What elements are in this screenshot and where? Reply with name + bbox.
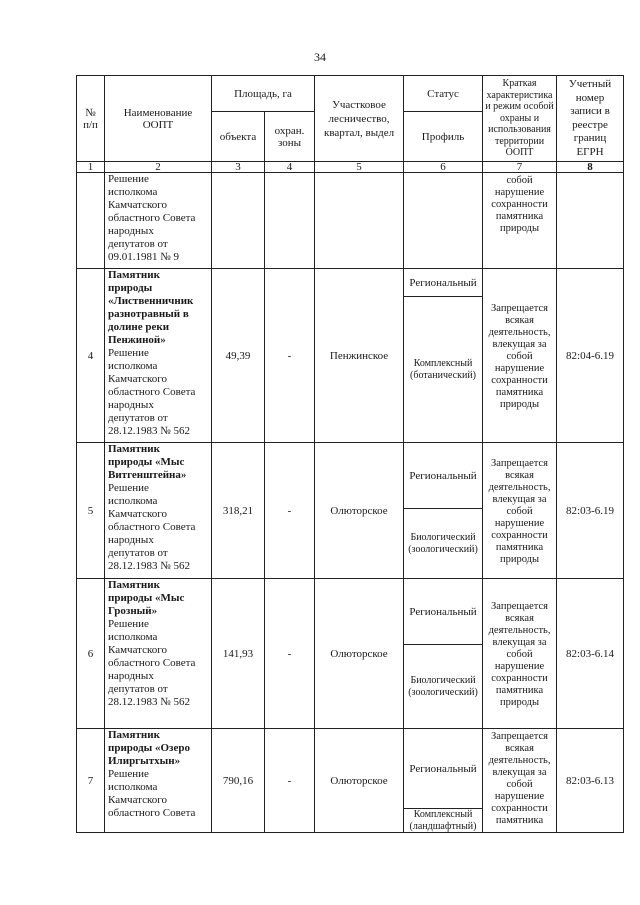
- row-number: 5: [77, 443, 105, 579]
- decision-text: Решение исполкома Камчатского областного Совета народных депутатов от 28.12.1983 № 562: [108, 482, 196, 572]
- record-number: 82:03-6.19: [557, 443, 624, 579]
- forestry: Пенжинское: [315, 269, 404, 443]
- header-area-object: объекта: [212, 112, 265, 162]
- area-zone: -: [265, 729, 315, 833]
- column-index-row: [77, 162, 624, 173]
- col-index: 8: [557, 162, 624, 173]
- col-index: 7: [483, 162, 557, 173]
- header-record: Учетный номер записи в реестре границ ЕГРН: [557, 76, 624, 162]
- description-text: Запрещается всякая деятельность, влекущая за собой нарушение сохранности памятника природы: [483, 443, 557, 579]
- col-index: 3: [212, 162, 265, 173]
- forestry: Олюторское: [315, 579, 404, 729]
- oopt-name: [105, 579, 212, 729]
- description-text: Запрещается всякая деятельность, влекущая за собой нарушение сохранности памятника природы: [483, 579, 557, 729]
- oopt-name: [105, 443, 212, 579]
- description-text: Запрещается всякая деятельность, влекущая за собой нарушение сохранности памятника природы: [483, 269, 557, 443]
- header-characteristic: Краткая характеристика и режим особой охраны и использования территории ООПТ: [483, 76, 557, 162]
- table-row: [77, 269, 624, 297]
- table-row: [77, 729, 624, 809]
- oopt-name: [105, 729, 212, 833]
- table-row: [77, 579, 624, 645]
- header-name: Наименование ООПТ: [105, 76, 212, 162]
- profile: Биологический (зоологический): [404, 645, 483, 729]
- table-row: [77, 443, 624, 509]
- area-object: 790,16: [212, 729, 265, 833]
- col-index: 5: [315, 162, 404, 173]
- status: Региональный: [404, 579, 483, 645]
- profile: Биологический (зоологический): [404, 509, 483, 579]
- area-object: 318,21: [212, 443, 265, 579]
- area-zone: -: [265, 443, 315, 579]
- row-number: 6: [77, 579, 105, 729]
- record-number: 82:04-6.19: [557, 269, 624, 443]
- profile: Комплексный (ландшафтный): [404, 809, 483, 833]
- area-zone: -: [265, 579, 315, 729]
- col-index: 6: [404, 162, 483, 173]
- oopt-title: Памятник природы «Мыс Витгенштейна»: [108, 443, 187, 481]
- header-no: № п/п: [77, 76, 105, 162]
- area-object: 49,39: [212, 269, 265, 443]
- col-index: 4: [265, 162, 315, 173]
- record-number: 82:03-6.14: [557, 579, 624, 729]
- profile: Комплексный (ботанический): [404, 297, 483, 443]
- header-area: Площадь, га: [212, 76, 315, 112]
- oopt-title: Памятник природы «Лиственничник разнотравный в долине реки Пенжиной»: [108, 269, 194, 346]
- area-zone: -: [265, 269, 315, 443]
- status: Региональный: [404, 443, 483, 509]
- forestry: Олюторское: [315, 729, 404, 833]
- row-number: 7: [77, 729, 105, 833]
- row-number: 4: [77, 269, 105, 443]
- status: Региональный: [404, 269, 483, 297]
- page-number: 34: [314, 50, 326, 64]
- decision-text: Решение исполкома Камчатского областного Совета народных депутатов от 28.12.1983 № 562: [108, 347, 196, 437]
- oopt-title: Памятник природы «Мыс Грозный»: [108, 579, 185, 617]
- oopt-table: [76, 75, 624, 833]
- col-index: 1: [77, 162, 105, 173]
- header-forestry: Участковое лесничество, квартал, выдел: [315, 76, 404, 162]
- header-area-zone: охран. зоны: [265, 112, 315, 162]
- forestry: Олюторское: [315, 443, 404, 579]
- record-number: 82:03-6.13: [557, 729, 624, 833]
- description-text: Запрещается всякая деятельность, влекущая за собой нарушение сохранности памятника: [483, 729, 557, 833]
- header-profile: Профиль: [404, 112, 483, 162]
- status: Региональный: [404, 729, 483, 809]
- table-row-continued: [77, 173, 624, 269]
- decision-text: Решение исполкома Камчатского областного Совета народных депутатов от 09.01.1981 № 9: [105, 173, 212, 269]
- oopt-title: Памятник природы «Озеро Илиргытхын»: [108, 729, 190, 767]
- description-text: собой нарушение сохранности памятника природы: [483, 173, 557, 269]
- oopt-name: [105, 269, 212, 443]
- area-object: 141,93: [212, 579, 265, 729]
- decision-text: Решение исполкома Камчатского областного Совета народных депутатов от 28.12.1983 № 562: [108, 618, 196, 708]
- header-status: Статус: [404, 76, 483, 112]
- decision-text: Решение исполкома Камчатского областного Совета: [108, 768, 196, 819]
- col-index: 2: [105, 162, 212, 173]
